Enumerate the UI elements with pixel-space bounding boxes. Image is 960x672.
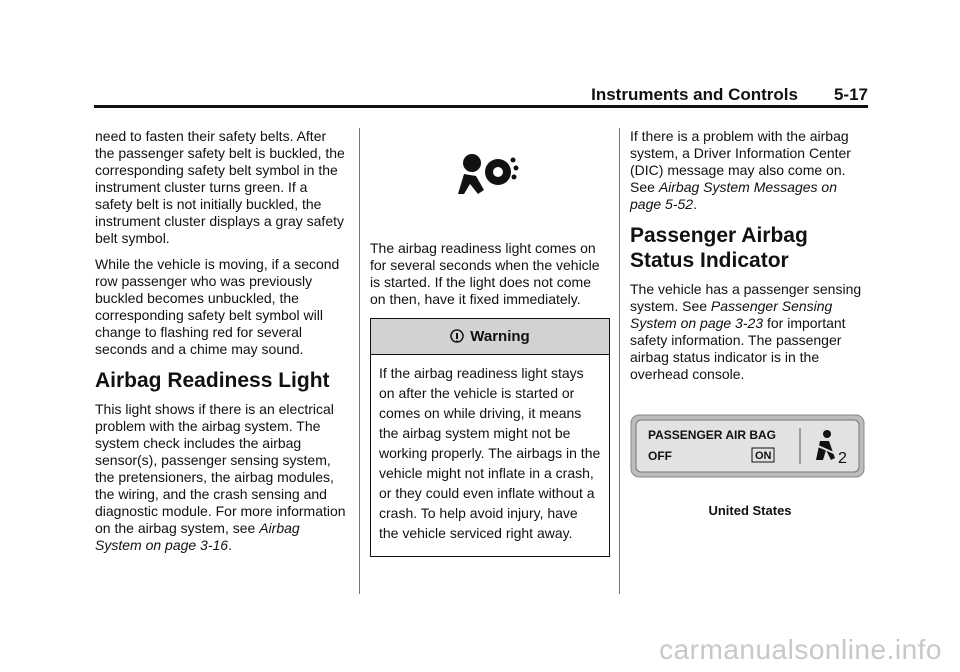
paragraph: [630, 128, 870, 213]
page-number: 5-17: [833, 85, 868, 104]
warning-title: Warning: [470, 328, 530, 345]
page-header: [94, 84, 868, 106]
paragraph: [95, 401, 348, 554]
cross-reference: Passenger Sensing System on page 3-23: [630, 298, 833, 331]
paragraph: The airbag readiness light comes on for several seconds when the vehicle is started. If the light does not come on then, have it fixed immediately.: [370, 240, 600, 307]
paragraph: [630, 281, 870, 383]
warning-icon: [450, 329, 464, 345]
section-heading: Passenger Airbag Status Indicator: [630, 224, 808, 272]
paragraph-text: This light shows if there is an electrical problem with the airbag system. The system check includes the airbag sensor(s), passenger sensing system, the pretensioners, the airbag modules, the wiring, and the crash sensing and diagnostic module. For more information on the airbag system, see: [95, 401, 346, 536]
punctuation: .: [693, 196, 697, 212]
paragraph-text: for important safety information. The passenger airbag status indicator is in the overhead console.: [630, 315, 846, 382]
column-divider: [359, 128, 360, 594]
column-3: [630, 128, 870, 518]
paragraph: While the vehicle is moving, if a second row passenger who was previously buckled becomes unbuckled, the corresponding safety belt symbol will change to flashing red for several seconds and a chime may sound.: [95, 256, 340, 357]
column-divider: [619, 128, 620, 594]
airbag-readiness-icon: [450, 150, 530, 198]
warning-header: [371, 319, 609, 355]
paragraph-text: The vehicle has a passenger sensing system. See: [630, 281, 862, 314]
column-2: [370, 128, 610, 557]
indicator-label-on: ON: [755, 450, 772, 462]
cross-reference: Airbag System on page 3-16: [95, 520, 300, 553]
warning-text: If the airbag readiness light stays on after the vehicle is started or comes on while driving, it means the airbag system might not be working properly. The airbags in the vehicle might not inflate in a crash, or they could even inflate without a crash. To help avoid injury, have the vehicle serviced right away.: [379, 365, 601, 541]
indicator-label-line1: PASSENGER AIR BAG: [648, 428, 777, 442]
warning-body: [371, 355, 609, 556]
paragraph: need to fasten their safety belts. After the passenger safety belt is buckled, the corresponding safety belt symbol in the instrument cluster turns green. If a safety belt is not initially buckled, the instrument cluster displays a gray safety belt symbol.: [95, 128, 345, 246]
watermark: carmanualsonline.info: [659, 634, 942, 665]
paragraph-text: If there is a problem with the airbag system, a Driver Information Center (DIC) message may also come on. See: [630, 128, 851, 195]
section-title: Instruments and Controls: [591, 85, 798, 104]
indicator-label-off: OFF: [648, 449, 672, 463]
image-caption: United States: [708, 503, 792, 518]
passenger-airbag-indicator-image: [630, 414, 865, 478]
column-1: [95, 128, 348, 563]
header-rule: [94, 105, 868, 108]
seat-number: 2: [838, 450, 847, 467]
cross-reference: Airbag System Messages on page 5-52: [630, 179, 838, 212]
section-heading: Airbag Readiness Light: [95, 369, 330, 392]
punctuation: .: [228, 537, 232, 553]
warning-box: [370, 318, 610, 557]
